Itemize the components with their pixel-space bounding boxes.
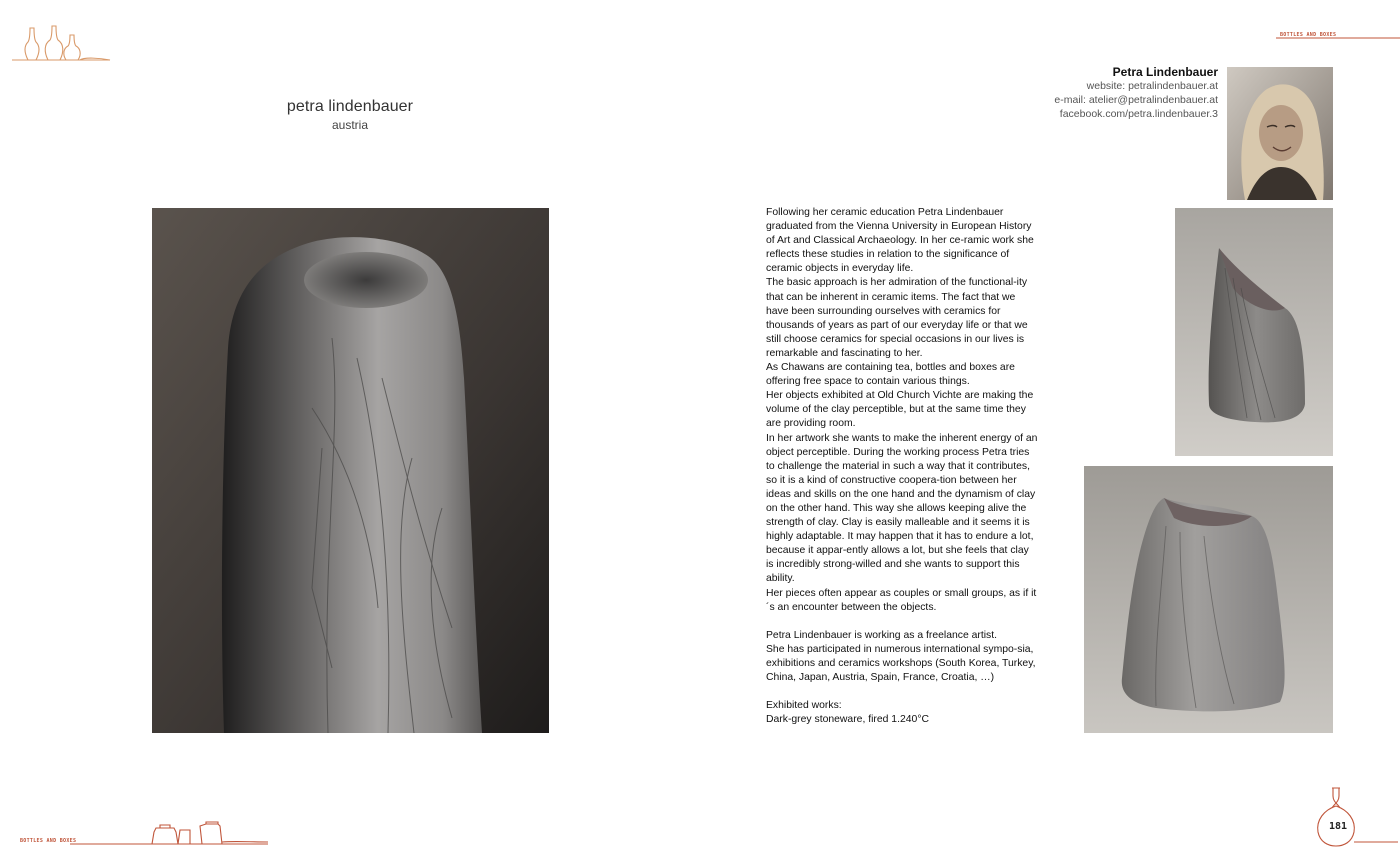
pots-line-icon bbox=[70, 820, 270, 846]
bio-paragraph: In her artwork she wants to make the inherent energy of an object perceptible. During the working process Petra tries to challenge the material in such a way that it contributes, so it is a kind of constructive coopera-tion between her ideas and skills on the one hand and the dynamism of clay on the other hand. This way she allows keeping alive the strength of clay. Clay is easily malleable and it seems it is highly adaptable. It may happen that it has to endure a lot, because it appar-ently allows a lot, but she feels that clay is incredibly strong-willed and she wants to support this ability. bbox=[766, 432, 1038, 585]
bio-paragraph: Her pieces often appear as couples or small groups, as if it´s an encounter between the objects. bbox=[766, 587, 1037, 613]
artist-portrait bbox=[1227, 67, 1333, 200]
works-description: Dark-grey stoneware, fired 1.240°C bbox=[766, 714, 929, 726]
brand-underline bbox=[1276, 36, 1400, 40]
artwork-photo-cone bbox=[1175, 208, 1333, 456]
contact-block bbox=[898, 65, 1218, 121]
contact-website: website: petralindenbauer.at bbox=[1086, 80, 1218, 92]
bio-paragraph: Following her ceramic education Petra Lindenbauer graduated from the Vienna University in European History of Art and Classical Archaeology. In her ce-ramic work she reflects these studies in relation to the significance of ceramic objects in everyday life. bbox=[766, 207, 1034, 275]
career-line: She has participated in numerous international sympo-sia, exhibitions and ceramics workshops (South Korea, Turkey, China, Japan, Austria, Spain, France, Croatia, …) bbox=[766, 643, 1036, 684]
brand-mark-label: BOTTLES AND BOXES bbox=[1280, 32, 1337, 38]
career-line: Petra Lindenbauer is working as a freelance artist. bbox=[766, 629, 998, 641]
artist-title: petra lindenbauer bbox=[286, 98, 414, 115]
brand-mark-label-footer: BOTTLES AND BOXES bbox=[20, 838, 77, 844]
artwork-photo-box bbox=[1084, 466, 1333, 733]
works-heading: Exhibited works: bbox=[766, 700, 842, 712]
artist-country: austria bbox=[331, 118, 369, 132]
page-number: 181 bbox=[1328, 821, 1348, 832]
bottle-outline-icon bbox=[1290, 784, 1400, 848]
main-artwork-photo bbox=[152, 208, 549, 733]
bottles-line-icon bbox=[10, 22, 115, 64]
bio-paragraph: The basic approach is her admiration of the functional-ity that can be inherent in ceramic items. The fact that we have been surrounding ourselves with ceramics for thousands of years as part of our everyday life or that we still choose ceramics for special occasions in our lives is remarkable and fascinating to her. bbox=[766, 277, 1028, 359]
contact-name: Petra Lindenbauer bbox=[1112, 65, 1218, 79]
bio-paragraph: Her objects exhibited at Old Church Vichte are making the volume of the clay perceptible, but at the same time they are providing room. bbox=[766, 390, 1034, 430]
bio-paragraph: As Chawans are containing tea, bottles and boxes are offering free space to contain various things. bbox=[766, 362, 1015, 388]
contact-facebook: facebook.com/petra.lindenbauer.3 bbox=[1059, 108, 1218, 120]
contact-email: e-mail: atelier@petralindenbauer.at bbox=[1054, 94, 1218, 106]
artist-biography bbox=[766, 206, 1038, 727]
